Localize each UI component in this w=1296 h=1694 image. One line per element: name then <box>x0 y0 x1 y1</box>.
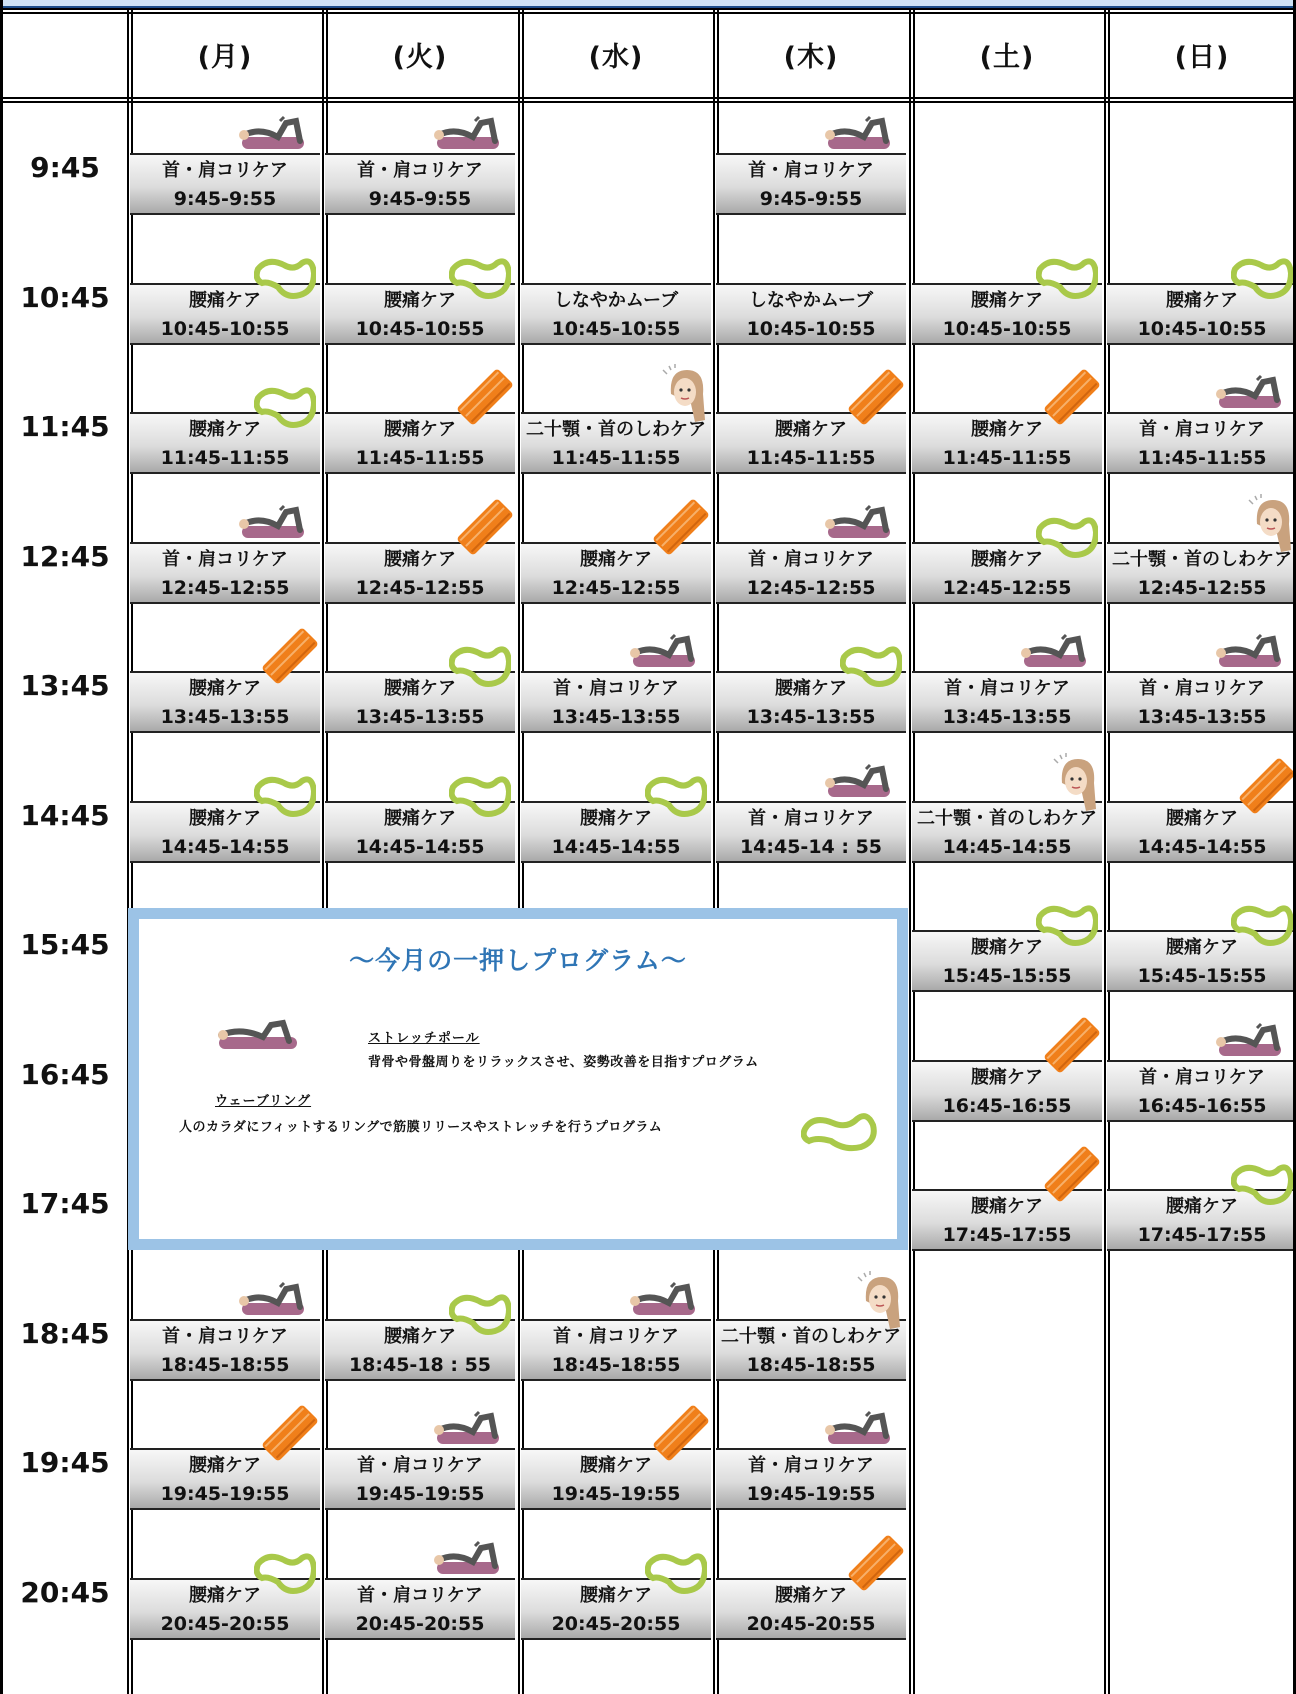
class-name: 腰痛ケア <box>384 548 456 570</box>
class-slot[interactable] <box>521 671 711 733</box>
wave-ring-heading: ウェーブリング <box>215 1094 312 1109</box>
stretch-pole-pose-icon <box>1211 1018 1291 1068</box>
stretch-pole-pose-icon <box>429 1536 509 1586</box>
stretch-pole-pose-icon <box>234 1277 314 1327</box>
class-time: 19:45-19:55 <box>355 1483 485 1505</box>
stretch-pole-pose-icon <box>234 500 314 550</box>
class-time: 12:45-12:55 <box>746 576 876 599</box>
stretch-pole-pose-icon <box>820 500 900 550</box>
wave-ring-icon <box>254 382 316 438</box>
wave-ring-icon <box>254 771 316 827</box>
class-name: 腰痛ケア <box>971 419 1043 440</box>
class-time: 18:45-18:55 <box>160 1353 290 1376</box>
wave-ring-description: 人のカラダにフィットするリングで筋膜リリースやストレッチを行うプログラム <box>179 1120 663 1135</box>
class-time: 13:45-13:55 <box>942 706 1072 728</box>
day-header: (水) <box>588 41 644 73</box>
class-name: 首・肩コリケア <box>553 1325 679 1347</box>
foam-roller-icon <box>1237 755 1296 821</box>
foam-roller-icon <box>1042 366 1102 432</box>
class-name: 首・肩コリケア <box>748 548 874 570</box>
wave-ring-icon <box>449 1289 511 1345</box>
class-slot[interactable] <box>1107 412 1296 474</box>
class-name: 腰痛ケア <box>775 678 847 699</box>
wave-ring-icon <box>449 253 511 309</box>
time-label: 17:45 <box>20 1187 110 1220</box>
class-name: 首・肩コリケア <box>748 1455 874 1476</box>
class-time: 16:45-16:55 <box>942 1094 1072 1117</box>
class-time: 18:45-18:55 <box>551 1353 681 1376</box>
class-time: 11:45-11:55 <box>551 447 681 469</box>
day-header: (月) <box>197 41 253 73</box>
class-time: 9:45-9:55 <box>368 188 472 210</box>
featured-program-box <box>128 908 908 1250</box>
class-name: 首・肩コリケア <box>162 548 288 570</box>
wave-ring-icon <box>801 1107 879 1163</box>
class-slot[interactable] <box>130 542 320 604</box>
time-label: 16:45 <box>20 1057 110 1091</box>
class-time: 14:45-14:55 <box>551 835 681 858</box>
foam-roller-icon <box>651 496 711 562</box>
class-time: 12:45-12:55 <box>551 576 681 599</box>
class-time: 14:45-14:55 <box>1137 835 1267 858</box>
class-name: 首・肩コリケア <box>357 1584 483 1606</box>
class-name: 腰痛ケア <box>580 1455 652 1476</box>
class-name: 腰痛ケア <box>971 289 1043 311</box>
stretch-pole-pose-icon <box>429 111 509 161</box>
wave-ring-icon <box>1036 900 1098 956</box>
time-label: 14:45 <box>20 798 110 832</box>
class-name: 腰痛ケア <box>775 1584 847 1606</box>
time-label: 10:45 <box>20 280 110 314</box>
class-time: 15:45-15:55 <box>1137 965 1267 987</box>
foam-roller-icon <box>846 366 906 432</box>
class-slot[interactable] <box>130 153 320 215</box>
class-time: 9:45-9:55 <box>173 188 277 210</box>
class-time: 19:45-19:55 <box>551 1483 681 1505</box>
class-time: 14:45-14:55 <box>942 835 1072 858</box>
class-time: 10:45-10:55 <box>746 317 876 340</box>
class-name: しなやかムーブ <box>748 289 874 311</box>
class-slot[interactable] <box>325 153 515 215</box>
class-name: 首・肩コリケア <box>748 160 874 181</box>
class-name: 首・肩コリケア <box>944 678 1070 699</box>
class-time: 10:45-10:55 <box>551 317 681 340</box>
time-label: 11:45 <box>20 410 110 443</box>
class-name: 二十顎・首のしわケア <box>1112 548 1292 570</box>
featured-program-title: ～今月の一押しプログラム～ <box>349 946 687 975</box>
class-name: 腰痛ケア <box>580 548 652 570</box>
class-name: 腰痛ケア <box>971 1196 1043 1217</box>
class-name: 腰痛ケア <box>384 289 456 311</box>
class-time: 19:45-19:55 <box>746 1483 876 1505</box>
class-time: 20:45-20:55 <box>746 1612 876 1635</box>
stretch-pole-pose-icon <box>820 111 900 161</box>
class-time: 14:45-14 : 55 <box>739 835 883 858</box>
time-label: 20:45 <box>20 1575 110 1609</box>
stretch-pole-pose-icon <box>211 1015 307 1059</box>
wave-ring-icon <box>1036 253 1098 309</box>
class-name: 腰痛ケア <box>189 807 261 829</box>
stretch-pole-pose-icon <box>234 111 314 161</box>
class-name: 腰痛ケア <box>189 289 261 311</box>
class-name: 腰痛ケア <box>1166 289 1238 311</box>
class-name: 腰痛ケア <box>384 1325 456 1347</box>
class-slot[interactable] <box>716 542 906 604</box>
class-time: 14:45-14:55 <box>160 835 290 858</box>
time-label: 9:45 <box>30 151 100 184</box>
class-time: 12:45-12:55 <box>1137 576 1267 599</box>
class-slot[interactable] <box>716 801 906 863</box>
class-name: 首・肩コリケア <box>162 1325 288 1347</box>
foam-roller-icon <box>651 1402 711 1468</box>
stretch-pole-pose-icon <box>1211 370 1291 420</box>
class-name: 首・肩コリケア <box>1139 1066 1265 1088</box>
class-slot[interactable] <box>716 283 906 345</box>
stretch-pole-pose-icon <box>429 1406 509 1456</box>
class-name: 腰痛ケア <box>189 678 261 699</box>
class-time: 17:45-17:55 <box>942 1224 1072 1246</box>
class-name: 腰痛ケア <box>189 1584 261 1606</box>
class-time: 13:45-13:55 <box>1137 706 1267 728</box>
class-slot[interactable] <box>1107 1060 1296 1122</box>
class-time: 13:45-13:55 <box>160 706 290 728</box>
class-time: 12:45-12:55 <box>160 576 290 599</box>
stretch-pole-pose-icon <box>625 1277 705 1327</box>
day-header: (火) <box>392 41 448 73</box>
class-name: 腰痛ケア <box>1166 807 1238 829</box>
class-time: 10:45-10:55 <box>355 317 485 340</box>
stretch-pole-heading: ストレッチポール <box>368 1031 480 1046</box>
class-name: 腰痛ケア <box>384 678 456 699</box>
time-label: 13:45 <box>20 669 110 702</box>
foam-roller-icon <box>846 1532 906 1598</box>
class-time: 18:45-18:55 <box>746 1353 876 1376</box>
stretch-pole-description: 背骨や骨盤周りをリラックスさせ、姿勢改善を目指すプログラム <box>368 1055 759 1070</box>
stretch-pole-pose-icon <box>820 1406 900 1456</box>
class-name: 首・肩コリケア <box>162 160 288 181</box>
time-label: 15:45 <box>20 928 110 961</box>
time-label: 18:45 <box>20 1316 110 1350</box>
class-time: 13:45-13:55 <box>355 706 485 728</box>
class-name: 腰痛ケア <box>971 548 1043 570</box>
wave-ring-icon <box>645 1548 707 1604</box>
class-time: 11:45-11:55 <box>942 447 1072 469</box>
foam-roller-icon <box>455 496 515 562</box>
foam-roller-icon <box>260 625 320 691</box>
day-header: (土) <box>979 41 1035 73</box>
wave-ring-icon <box>254 253 316 309</box>
class-time: 20:45-20:55 <box>355 1612 485 1635</box>
class-time: 10:45-10:55 <box>942 317 1072 340</box>
class-name: 腰痛ケア <box>971 1066 1043 1088</box>
class-name: 二十顎・首のしわケア <box>917 807 1097 829</box>
time-label: 19:45 <box>20 1446 110 1479</box>
wave-ring-icon <box>1231 900 1293 956</box>
wave-ring-icon <box>645 771 707 827</box>
class-time: 19:45-19:55 <box>160 1483 290 1505</box>
class-time: 12:45-12:55 <box>355 576 485 599</box>
wave-ring-icon <box>1231 253 1293 309</box>
class-name: 首・肩コリケア <box>553 678 679 699</box>
class-name: 首・肩コリケア <box>748 807 874 829</box>
class-name: 腰痛ケア <box>580 1584 652 1606</box>
class-time: 11:45-11:55 <box>160 447 290 469</box>
class-name: しなやかムーブ <box>553 289 679 311</box>
class-time: 13:45-13:55 <box>746 706 876 728</box>
class-name: 首・肩コリケア <box>1139 419 1265 440</box>
class-name: 腰痛ケア <box>189 1455 261 1476</box>
class-slot[interactable] <box>325 1578 515 1640</box>
class-time: 9:45-9:55 <box>759 188 863 210</box>
class-time: 20:45-20:55 <box>551 1612 681 1635</box>
class-slot[interactable] <box>716 1448 906 1510</box>
class-name: 腰痛ケア <box>775 419 847 440</box>
class-time: 11:45-11:55 <box>746 447 876 469</box>
day-header: (木) <box>783 41 839 73</box>
class-name: 腰痛ケア <box>971 937 1043 958</box>
wave-ring-icon <box>1231 1159 1293 1215</box>
class-slot[interactable] <box>325 1448 515 1510</box>
class-time: 18:45-18 : 55 <box>348 1353 492 1376</box>
wave-ring-icon <box>1036 512 1098 568</box>
foam-roller-icon <box>260 1402 320 1468</box>
woman-face-icon <box>661 364 711 430</box>
class-slot[interactable] <box>912 671 1102 733</box>
class-time: 11:45-11:55 <box>1137 447 1267 469</box>
class-name: 腰痛ケア <box>1166 937 1238 958</box>
class-time: 20:45-20:55 <box>160 1612 290 1635</box>
class-slot[interactable] <box>716 153 906 215</box>
class-time: 17:45-17:55 <box>1137 1224 1267 1246</box>
wave-ring-icon <box>840 641 902 697</box>
time-label: 12:45 <box>20 539 110 573</box>
day-header: (日) <box>1174 41 1230 73</box>
wave-ring-icon <box>449 771 511 827</box>
class-slot[interactable] <box>521 1319 711 1381</box>
class-slot[interactable] <box>130 1319 320 1381</box>
stretch-pole-pose-icon <box>1016 629 1096 679</box>
class-name: 首・肩コリケア <box>357 1455 483 1476</box>
class-time: 13:45-13:55 <box>551 706 681 728</box>
class-name: 腰痛ケア <box>384 419 456 440</box>
class-slot[interactable] <box>521 283 711 345</box>
foam-roller-icon <box>455 366 515 432</box>
class-slot[interactable] <box>1107 671 1296 733</box>
class-name: 腰痛ケア <box>580 807 652 829</box>
wave-ring-icon <box>449 641 511 697</box>
class-time: 12:45-12:55 <box>942 576 1072 599</box>
class-name: 腰痛ケア <box>1166 1196 1238 1217</box>
class-time: 10:45-10:55 <box>160 317 290 340</box>
foam-roller-icon <box>1042 1014 1102 1080</box>
class-time: 11:45-11:55 <box>355 447 485 469</box>
class-time: 10:45-10:55 <box>1137 317 1267 340</box>
top-banner <box>3 0 1296 8</box>
featured-program-panel <box>139 919 897 1239</box>
class-name: 首・肩コリケア <box>357 160 483 181</box>
class-name: 二十顎・首のしわケア <box>721 1325 901 1347</box>
class-name: 腰痛ケア <box>189 419 261 440</box>
stretch-pole-pose-icon <box>820 759 900 809</box>
stretch-pole-pose-icon <box>1211 629 1291 679</box>
class-name: 二十顎・首のしわケア <box>526 419 706 440</box>
woman-face-icon <box>1052 753 1102 819</box>
class-name: 腰痛ケア <box>384 807 456 829</box>
woman-face-icon <box>1247 494 1296 560</box>
stretch-pole-pose-icon <box>625 629 705 679</box>
foam-roller-icon <box>1042 1143 1102 1209</box>
class-time: 15:45-15:55 <box>942 965 1072 987</box>
class-time: 16:45-16:55 <box>1137 1094 1267 1117</box>
class-name: 首・肩コリケア <box>1139 678 1265 699</box>
wave-ring-icon <box>254 1548 316 1604</box>
woman-face-icon <box>856 1271 906 1337</box>
class-time: 14:45-14:55 <box>355 835 485 858</box>
